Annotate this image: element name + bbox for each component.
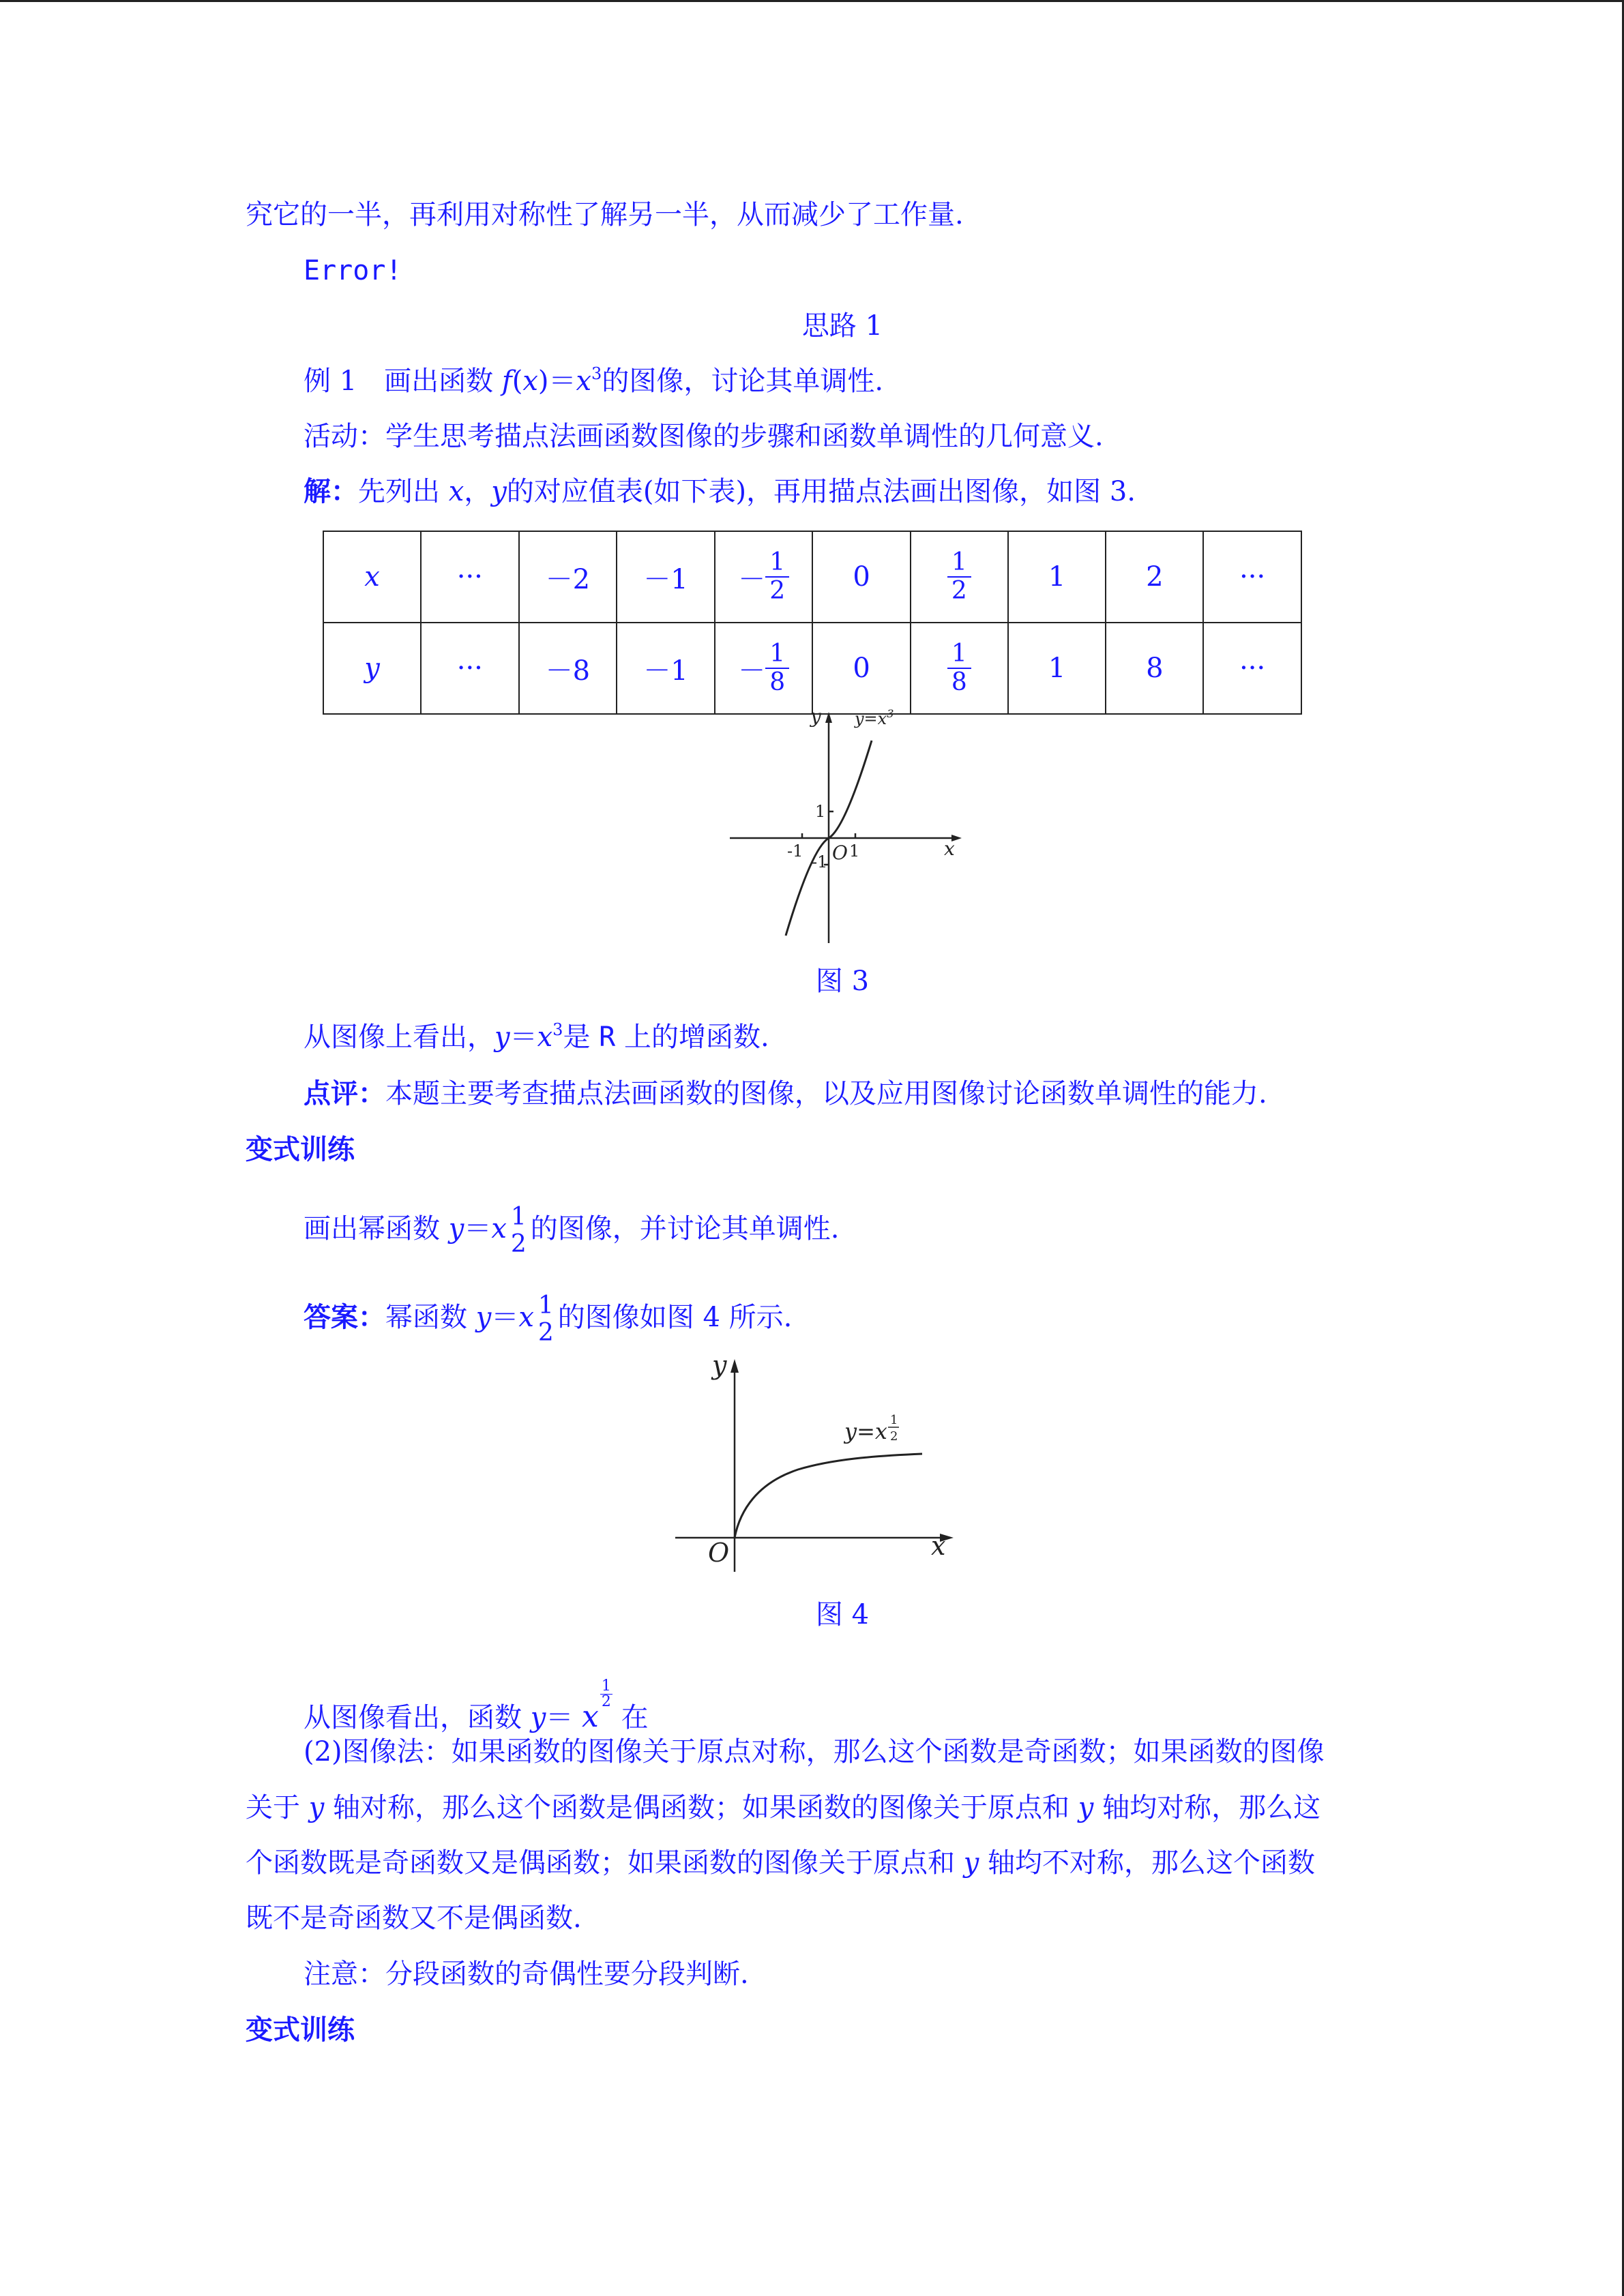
y-axis-arrow xyxy=(825,712,832,723)
math: ＝ xyxy=(546,1702,582,1733)
paragraph-2-line-3 xyxy=(246,1845,1315,1881)
answer-line xyxy=(304,1294,792,1345)
math: f xyxy=(501,366,512,397)
table-cell: ··· xyxy=(421,623,519,714)
text: 在 xyxy=(612,1702,649,1733)
table-cell: 1 xyxy=(1008,623,1106,714)
origin-label: O xyxy=(708,1538,730,1568)
text: 轴均不对称，那么这个函数 xyxy=(979,1847,1316,1879)
denominator: 2 xyxy=(510,1230,527,1258)
text: 注意：分段函数的奇偶性要分段判断. xyxy=(304,1958,749,1990)
text: 轴对称，那么这个函数是偶函数；如果函数的图像关于原点和 xyxy=(324,1792,1078,1823)
curve-label xyxy=(854,708,894,728)
math: ＝ xyxy=(491,1302,519,1333)
numerator: 1 xyxy=(537,1292,554,1320)
solution-line xyxy=(304,474,1136,509)
numerator: 1 xyxy=(947,642,971,669)
text: 活动：学生思考描点法画函数图像的步骤和函数单调性的几何意义. xyxy=(304,421,1104,452)
numerator: 1 xyxy=(947,550,971,578)
denominator: 2 xyxy=(601,1693,611,1710)
math: x xyxy=(491,1213,507,1244)
table-cell: ··· xyxy=(1203,531,1301,623)
math: x xyxy=(518,1302,534,1333)
exponent-fraction xyxy=(600,1679,612,1710)
note-line xyxy=(304,1956,749,1992)
curve-label: y=x xyxy=(844,1418,887,1444)
text: 个函数既是奇函数又是偶函数；如果函数的图像关于原点和 xyxy=(246,1847,964,1879)
table-cell-label: y xyxy=(323,623,421,714)
math: R xyxy=(599,1022,616,1053)
paragraph-2-line-1 xyxy=(304,1734,1325,1770)
numerator: 1 xyxy=(765,642,789,669)
table-cell-fraction xyxy=(715,531,813,623)
math: y xyxy=(448,1213,464,1244)
denominator: 2 xyxy=(537,1319,554,1347)
review-label: 点评： xyxy=(304,1077,385,1109)
variant-heading xyxy=(246,1132,355,1167)
text: 的图像，讨论其单调性. xyxy=(602,366,884,397)
page-border-top xyxy=(0,0,1624,2)
example-1 xyxy=(304,363,883,399)
fraction xyxy=(507,1205,531,1257)
table-cell: －1 xyxy=(617,623,715,714)
numerator: 1 xyxy=(510,1203,527,1231)
curve-label-exp-num: 1 xyxy=(890,1413,898,1427)
sign: － xyxy=(738,563,766,595)
math: y xyxy=(1078,1792,1094,1823)
text: 变式训练 xyxy=(246,1133,355,1165)
conclusion-line xyxy=(304,1019,769,1055)
text: Error! xyxy=(304,255,402,286)
denominator: 2 xyxy=(769,577,786,605)
text: ， xyxy=(464,476,492,507)
math-exponent: 3 xyxy=(552,1020,563,1039)
curve-label-base: y=x xyxy=(855,709,887,728)
figure-4-caption xyxy=(0,1597,1624,1632)
text: 幂函数 xyxy=(385,1302,476,1333)
math: x xyxy=(522,366,538,397)
denominator: 2 xyxy=(951,577,967,605)
activity-line xyxy=(304,419,1104,454)
fraction xyxy=(765,642,789,695)
curve-label-exp: 3 xyxy=(887,708,894,720)
math: y xyxy=(963,1847,979,1879)
math: x xyxy=(537,1022,553,1053)
fraction xyxy=(765,550,789,603)
math: y xyxy=(530,1702,546,1733)
fraction xyxy=(947,550,971,603)
tick-label: 1 xyxy=(815,802,826,821)
axis-label-y: y xyxy=(810,708,821,728)
sqrt-curve xyxy=(735,1454,922,1538)
figure-3-caption xyxy=(0,964,1624,999)
text: 究它的一半，再利用对称性了解另一半，从而减少了工作量. xyxy=(246,199,964,230)
text: 的图像，并讨论其单调性. xyxy=(530,1213,840,1244)
paragraph-2-line-4 xyxy=(246,1900,582,1936)
text: 从图像看出，函数 xyxy=(304,1702,531,1733)
variant-question xyxy=(304,1205,840,1257)
tick-label: -1 xyxy=(812,852,828,871)
axis-label-x: x xyxy=(944,837,955,860)
denominator: 8 xyxy=(951,668,967,696)
math: x xyxy=(448,476,464,507)
text: 本题主要考查描点法画函数的图像，以及应用图像讨论函数单调性的能力. xyxy=(385,1078,1267,1109)
paragraph-continuation xyxy=(246,197,964,233)
text: 思路 1 xyxy=(801,310,883,342)
text: 上的增函数. xyxy=(615,1022,769,1053)
table-cell: －8 xyxy=(519,623,617,714)
table-row-x xyxy=(323,531,1301,623)
table-cell: －1 xyxy=(617,531,715,623)
y-axis-arrow xyxy=(730,1359,739,1373)
numerator: 1 xyxy=(765,550,789,578)
from-graph-line xyxy=(304,1679,649,1735)
fraction xyxy=(534,1294,558,1345)
table-cell: 0 xyxy=(812,623,910,714)
math: y xyxy=(494,1022,510,1053)
tick-label: -1 xyxy=(787,841,803,861)
math-exponent: 3 xyxy=(591,364,602,383)
math: x xyxy=(576,366,592,397)
math: y xyxy=(475,1302,492,1333)
error-text xyxy=(304,253,402,288)
math: y xyxy=(491,476,507,507)
table-cell: 1 xyxy=(1008,531,1106,623)
curve-label-exp-den: 2 xyxy=(890,1429,898,1444)
table-cell: 0 xyxy=(812,531,910,623)
table-cell: 8 xyxy=(1106,623,1203,714)
answer-label: 答案： xyxy=(304,1301,385,1333)
text: 轴均对称，那么这 xyxy=(1093,1792,1321,1823)
origin-label: O xyxy=(832,841,848,864)
text: 先列出 xyxy=(358,476,449,507)
text: 变式训练 xyxy=(246,2014,355,2046)
tick-label: 1 xyxy=(849,841,860,861)
text: 画出幂函数 xyxy=(304,1213,449,1244)
table-cell-fraction xyxy=(715,623,813,714)
review-line xyxy=(304,1076,1267,1112)
text: 图 3 xyxy=(815,966,870,997)
fraction xyxy=(947,642,971,695)
text: 从图像上看出， xyxy=(304,1022,494,1053)
math: x xyxy=(582,1699,599,1734)
sign: － xyxy=(738,655,766,687)
math: ＝ xyxy=(510,1022,537,1053)
text: 是 xyxy=(563,1022,600,1053)
axis-label-y: y xyxy=(712,1354,727,1380)
text: 例 1 画出函数 xyxy=(304,366,502,397)
figure-4-graph xyxy=(668,1354,962,1579)
table-cell-label: x xyxy=(323,531,421,623)
table-cell-fraction xyxy=(911,531,1008,623)
table-row-y xyxy=(323,623,1301,714)
table-cell: ··· xyxy=(1203,623,1301,714)
denominator: 8 xyxy=(769,668,786,696)
variant-heading-2 xyxy=(246,2012,355,2048)
value-table xyxy=(323,531,1302,715)
text: 关于 xyxy=(246,1792,309,1823)
math: y xyxy=(308,1792,325,1823)
text: 图 4 xyxy=(815,1599,870,1630)
math: ＝ xyxy=(464,1213,492,1244)
text: 的对应值表(如下表)，再用描点法画出图像，如图 3. xyxy=(506,476,1136,507)
text: 既不是奇函数又不是偶函数. xyxy=(246,1903,582,1934)
math: ( xyxy=(512,366,523,397)
table-cell: －2 xyxy=(519,531,617,623)
table-cell-fraction xyxy=(911,623,1008,714)
table-cell: ··· xyxy=(421,531,519,623)
text: 的图像如图 4 所示. xyxy=(557,1302,793,1333)
figure-3-graph xyxy=(716,708,975,946)
numerator: 1 xyxy=(601,1678,611,1695)
text: (2)图像法：如果函数的图像关于原点对称，那么这个函数是奇函数；如果函数的图像 xyxy=(304,1736,1325,1768)
paragraph-2-line-2 xyxy=(246,1790,1320,1825)
axis-label-x: x xyxy=(931,1531,946,1561)
math: )＝ xyxy=(537,366,576,397)
solution-label: 解： xyxy=(304,475,358,507)
section-title xyxy=(0,308,1624,344)
table-cell: 2 xyxy=(1106,531,1203,623)
